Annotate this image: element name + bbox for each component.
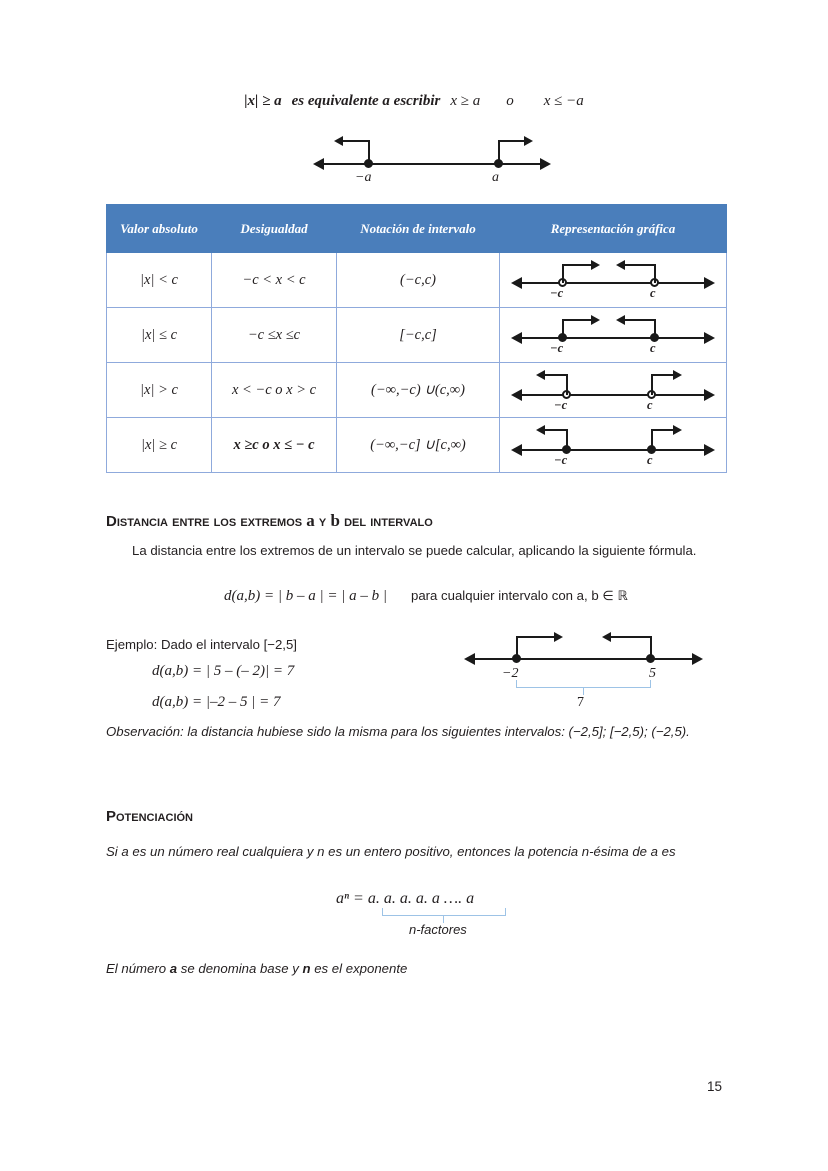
stem-left: [368, 140, 370, 164]
ray-left-outward: [544, 374, 567, 376]
distance-formula: [224, 588, 628, 605]
absolute-value-table: [106, 204, 727, 473]
observation-paragraph: Observación: la distancia hubiese sido la misma para los siguientes intervalos: (−2,5]; [−2,5); (−2,5).: [106, 724, 690, 739]
heading-distancia-mid: y: [314, 513, 331, 530]
axis-arrow-left-icon: [511, 332, 522, 344]
headline-label-left: −a: [355, 170, 372, 185]
row-number-line: [500, 308, 726, 362]
ray-arrow-left-icon: [334, 136, 343, 146]
stem-right: [651, 429, 653, 450]
table-row: [107, 418, 727, 473]
power-closing-mid: se denomina base y: [177, 961, 303, 976]
axis-line: [324, 163, 540, 165]
example-label-left: −2: [502, 666, 519, 681]
table-header-row: [107, 205, 727, 253]
power-closing-var-n: n: [302, 961, 311, 976]
heading-distancia-var-a: a: [306, 511, 315, 530]
stem-right: [650, 636, 652, 659]
ray-left: [342, 140, 369, 142]
brace-tick-left: [516, 680, 517, 688]
stem-right: [654, 264, 656, 283]
row-number-line: [500, 363, 726, 417]
ray-left-inward: [562, 319, 592, 321]
stem-left: [516, 636, 518, 659]
top-statement-cond2: x ≤ −a: [543, 93, 584, 109]
axis-arrow-left-icon: [313, 158, 324, 170]
axis-line: [522, 282, 704, 284]
top-statement-conjunction: o: [506, 93, 514, 109]
ray-left-outward: [544, 429, 567, 431]
ray-arrow-left-icon: [616, 260, 625, 270]
page-content: [106, 0, 722, 1171]
axis-arrow-right-icon: [704, 332, 715, 344]
cell-absolute-value: |x| ≤ c: [107, 308, 212, 363]
table-row: [107, 308, 727, 363]
cell-inequality: x < −c o x > c: [212, 363, 337, 418]
cell-absolute-value: |x| > c: [107, 363, 212, 418]
top-statement-cond1: x ≥ a: [450, 93, 481, 109]
row-label-left: −c: [550, 341, 564, 355]
row-number-line: [500, 253, 726, 307]
heading-distancia-part1: Distancia entre los extremos: [106, 513, 307, 530]
headline-number-line: [106, 131, 722, 193]
ray-arrow-right-icon: [591, 315, 600, 325]
table-header-cell: Notación de intervalo: [337, 205, 500, 253]
ray-right-outward: [651, 374, 674, 376]
brace-tick-right: [505, 908, 506, 916]
top-statement-phrase: es equivalente a escribir: [291, 93, 441, 109]
brace-tick-center: [583, 687, 584, 695]
row-label-left: −c: [550, 286, 564, 300]
stem-left: [562, 264, 564, 283]
axis-arrow-right-icon: [704, 389, 715, 401]
ray-left-inward: [562, 264, 592, 266]
top-statement-abs-expr: |x| ≥ a: [244, 93, 282, 109]
cell-inequality: x ≥c o x ≤ − c: [212, 418, 337, 473]
row-label-right: c: [650, 341, 656, 355]
axis-arrow-left-icon: [511, 277, 522, 289]
table-header-cell: Valor absoluto: [107, 205, 212, 253]
axis-line: [522, 394, 704, 396]
power-closing-paragraph: [106, 958, 722, 979]
cell-interval-notation: (−∞,−c] ∪[c,∞): [337, 418, 500, 473]
table-header-cell: Representación gráfica: [500, 205, 727, 253]
power-definition-paragraph: Si a es un número real cualquiera y n es un entero positivo, entonces la potencia n-ésima de a es: [106, 844, 676, 859]
stem-left: [562, 319, 564, 338]
table-header-cell: Desigualdad: [212, 205, 337, 253]
axis-line: [522, 337, 704, 339]
row-label-left: −c: [554, 398, 568, 412]
ray-arrow-right-icon: [554, 632, 563, 642]
row-label-right: c: [647, 453, 653, 467]
heading-distancia: [106, 511, 433, 531]
axis-arrow-right-icon: [692, 653, 703, 665]
cell-graphic: [500, 418, 727, 473]
example-formula-line1: d(a,b) = | 5 – (– 2)| = 7: [152, 663, 295, 679]
axis-arrow-left-icon: [511, 444, 522, 456]
cell-graphic: [500, 253, 727, 308]
headline-label-right: a: [492, 170, 499, 185]
table-row: [107, 253, 727, 308]
page-number: 15: [706, 1079, 722, 1094]
stem-left: [566, 429, 568, 450]
distance-brace-label: 7: [577, 695, 584, 710]
cell-interval-notation: (−c,c): [337, 253, 500, 308]
ray-arrow-left-icon: [602, 632, 611, 642]
brace-bar: [382, 915, 506, 916]
power-closing-var-a: a: [169, 961, 178, 976]
top-statement: [106, 93, 722, 110]
axis-line: [474, 658, 692, 660]
ray-arrow-right-icon: [673, 425, 682, 435]
distance-formula-expression: d(a,b) = | b – a | = | a – b |: [224, 588, 387, 604]
heading-potenciacion-label: Potenciación: [106, 808, 194, 825]
cell-absolute-value: |x| < c: [107, 253, 212, 308]
brace-tick-left: [382, 908, 383, 916]
stem-right: [498, 140, 500, 164]
distance-formula-note: para cualquier intervalo con a, b ∈ ℝ: [410, 588, 628, 603]
table-row: [107, 363, 727, 418]
axis-arrow-left-icon: [464, 653, 475, 665]
power-closing-part2: es el exponente: [310, 961, 408, 976]
ray-right-inward: [624, 264, 655, 266]
heading-potenciacion: [106, 808, 193, 826]
ray-arrow-left-icon: [536, 425, 545, 435]
cell-interval-notation: (−∞,−c) ∪(c,∞): [337, 363, 500, 418]
stem-right: [654, 319, 656, 338]
ray-arrow-left-icon: [616, 315, 625, 325]
ray-arrow-right-icon: [673, 370, 682, 380]
heading-distancia-part2: del intervalo: [339, 513, 433, 530]
ray-arrow-left-icon: [536, 370, 545, 380]
power-closing-part1: El número: [106, 961, 170, 976]
cell-graphic: [500, 308, 727, 363]
stem-left: [566, 374, 568, 395]
brace-tick-right: [650, 680, 651, 688]
distancia-intro-paragraph: La distancia entre los extremos de un intervalo se puede calcular, aplicando la siguiente fórmula.: [132, 543, 697, 558]
heading-distancia-var-b: b: [330, 511, 340, 530]
example-label-right: 5: [649, 666, 656, 681]
row-label-right: c: [650, 286, 656, 300]
cell-graphic: [500, 363, 727, 418]
ray-arrow-right-icon: [591, 260, 600, 270]
ray-right-inward: [610, 636, 651, 638]
axis-line: [522, 449, 704, 451]
example-intro: Ejemplo: Dado el intervalo [−2,5]: [106, 637, 297, 652]
ray-right-inward: [624, 319, 655, 321]
ray-right: [498, 140, 525, 142]
axis-arrow-right-icon: [704, 444, 715, 456]
ray-arrow-right-icon: [524, 136, 533, 146]
cell-absolute-value: |x| ≥ c: [107, 418, 212, 473]
n-factores-label: n-factores: [409, 922, 467, 937]
example-formula-line2: d(a,b) = |–2 – 5 | = 7: [152, 694, 281, 710]
axis-arrow-left-icon: [511, 389, 522, 401]
cell-inequality: −c < x < c: [212, 253, 337, 308]
ray-right-outward: [651, 429, 674, 431]
ray-left-inward: [516, 636, 555, 638]
cell-interval-notation: [−c,c]: [337, 308, 500, 363]
row-label-right: c: [647, 398, 653, 412]
axis-arrow-right-icon: [704, 277, 715, 289]
row-number-line: [500, 418, 726, 472]
power-formula: aⁿ = a. a. a. a. a …. a: [336, 890, 475, 907]
cell-inequality: −c ≤x ≤c: [212, 308, 337, 363]
stem-right: [651, 374, 653, 395]
example-number-line: [464, 630, 722, 720]
row-label-left: −c: [554, 453, 568, 467]
axis-arrow-right-icon: [540, 158, 551, 170]
